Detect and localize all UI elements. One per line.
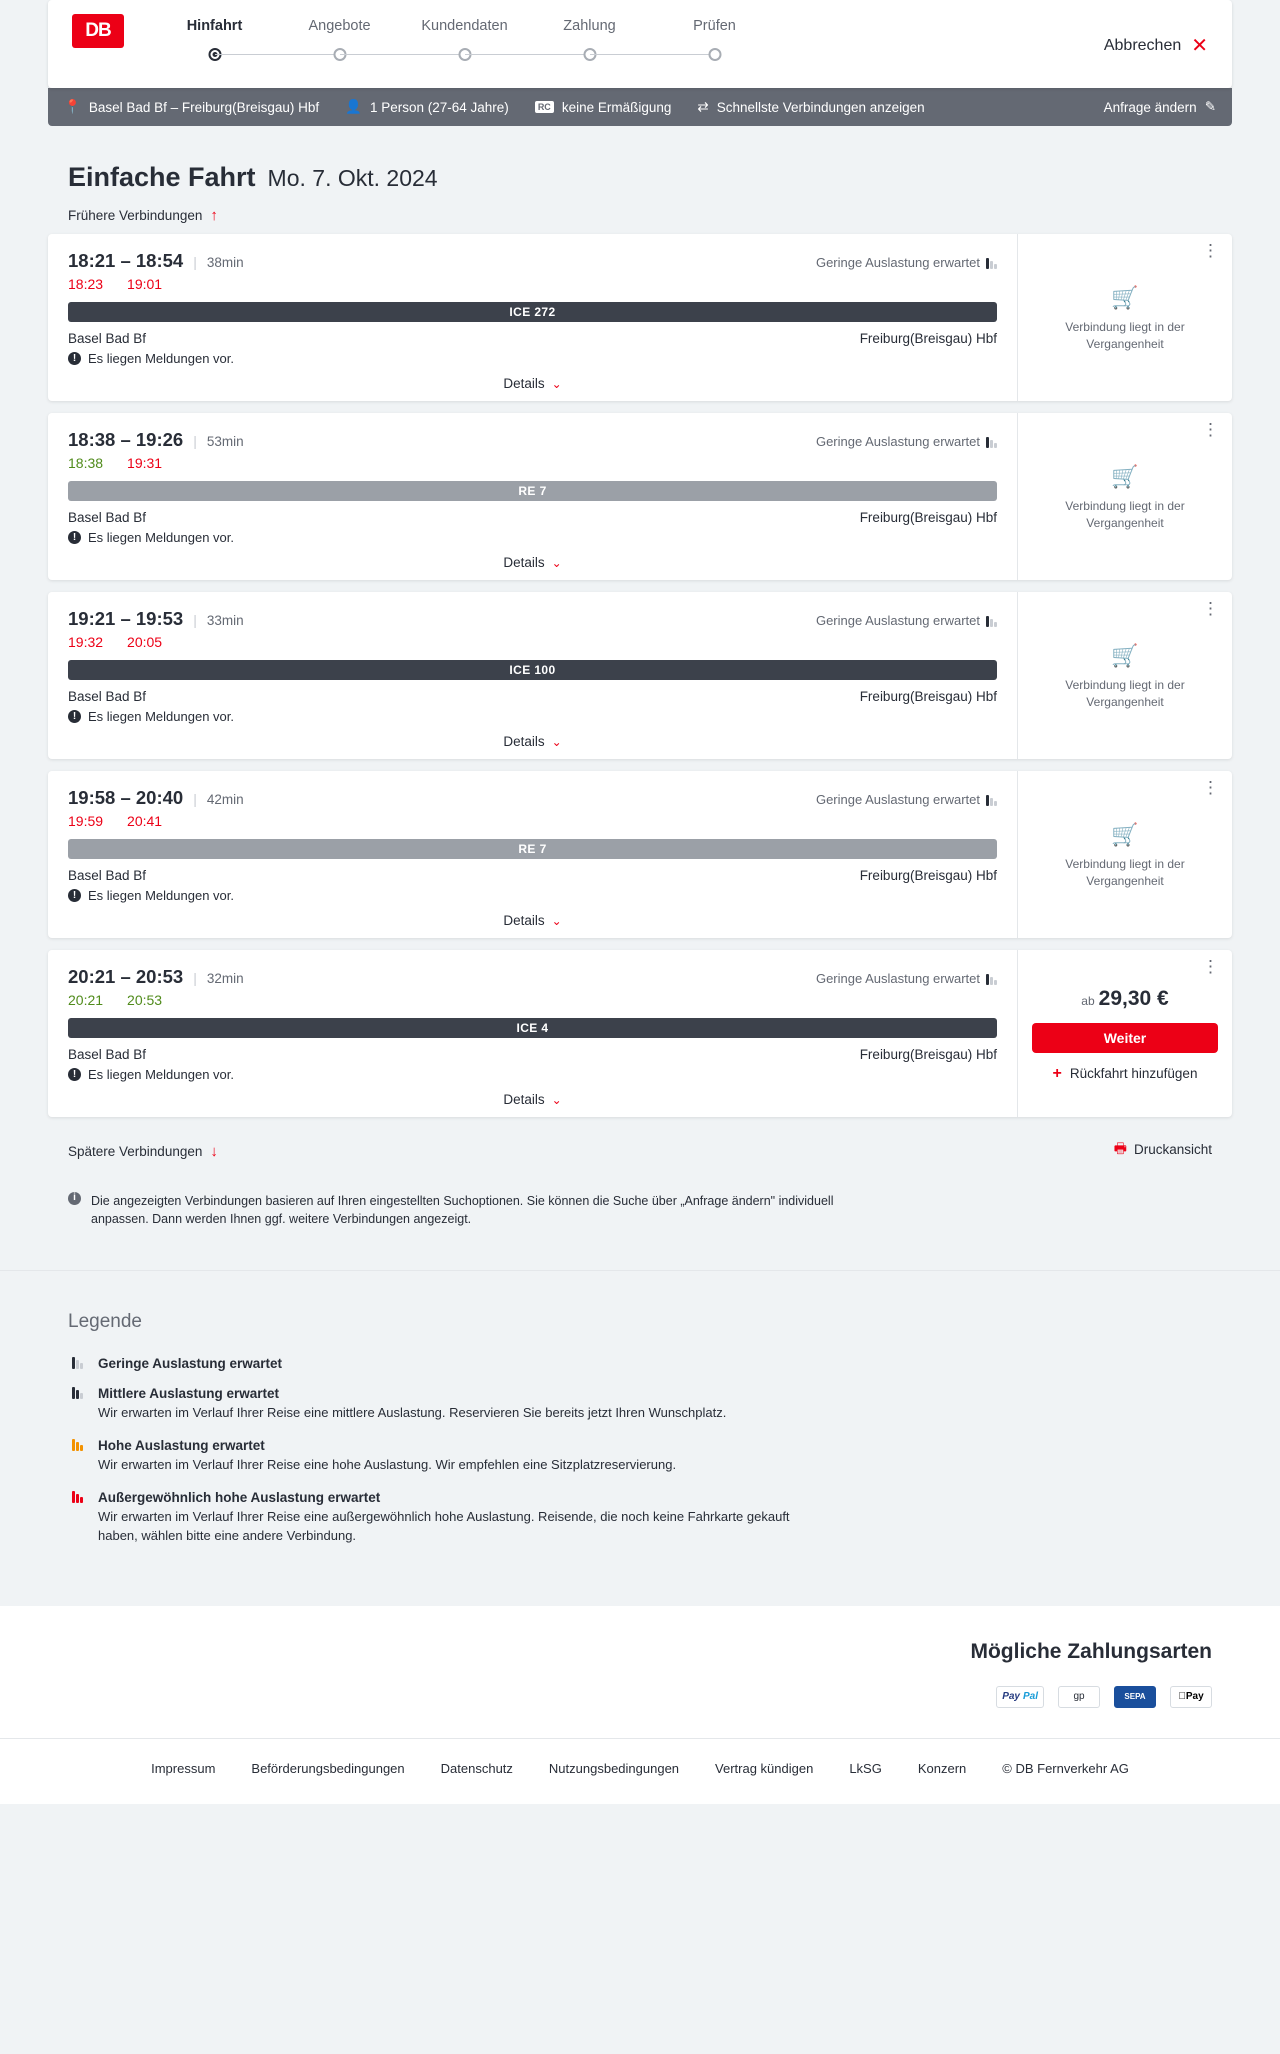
search-summary-bar: [48, 88, 1232, 126]
info-icon: i: [68, 1192, 81, 1205]
occupancy-indicator: [816, 434, 997, 449]
plus-icon: +: [1052, 1064, 1062, 1082]
occupancy-low-icon: [986, 615, 997, 627]
past-connection-note: Verbindung liegt in der Vergangenheit: [1065, 320, 1185, 351]
payment-methods-section: [0, 1606, 1280, 1738]
giropay-icon: gp: [1058, 1686, 1100, 1708]
summary-sorting-label: Schnellste Verbindungen anzeigen: [716, 99, 925, 115]
price-prefix: ab: [1081, 993, 1095, 1008]
divider: |: [193, 970, 197, 986]
occupancy-indicator: [816, 971, 997, 986]
occupancy-indicator: [816, 613, 997, 628]
arrival-actual-time: 20:05: [127, 634, 163, 650]
paypal-icon: Pay Pal: [996, 1686, 1044, 1708]
divider: |: [193, 433, 197, 449]
legend-item-text: Wir erwarten im Verlauf Ihrer Reise eine außergewöhnlich hohe Auslastung. Reisende, die noch keine Fahrkarte gekauft haben, wählen bitte eine andere Verbindung.: [98, 1508, 790, 1543]
footer-links: [0, 1761, 1280, 1776]
connection-times: 19:21 – 19:53: [68, 608, 184, 629]
chevron-down-icon: ⌄: [551, 376, 562, 391]
details-label: Details: [503, 913, 545, 928]
connection-card[interactable]: [48, 950, 1232, 1117]
arrow-up-icon: ↑: [210, 207, 218, 224]
past-connection-note: Verbindung liegt in der Vergangenheit: [1065, 857, 1185, 888]
connection-times: 18:21 – 18:54: [68, 250, 184, 271]
print-label: Druckansicht: [1133, 1142, 1212, 1157]
connection-message[interactable]: [68, 888, 997, 903]
apple-pay-icon: Pay: [1170, 1686, 1212, 1708]
arrival-actual-time: 20:53: [127, 992, 163, 1008]
connection-message[interactable]: [68, 709, 997, 724]
step-label: Angebote: [308, 18, 371, 34]
departure-actual-time: 18:23: [68, 276, 104, 292]
summary-sorting[interactable]: [697, 99, 924, 115]
price-value: 29,30 €: [1098, 986, 1169, 1010]
payment-icons: [68, 1686, 1212, 1708]
hint-text: Die angezeigten Verbindungen basieren auf Ihren eingestellten Suchoptionen. Sie können die Suche über „Anfrage ändern" individuell anpassen. Dann werden Ihnen ggf. weitere Verbindungen angezeigt.: [91, 1194, 834, 1227]
arrival-actual-time: 20:41: [127, 813, 163, 829]
occupancy-label: Geringe Auslastung erwartet: [815, 613, 980, 628]
details-label: Details: [503, 734, 545, 749]
destination-station: Freiburg(Breisgau) Hbf: [859, 689, 997, 704]
step-label: Prüfen: [693, 18, 736, 34]
change-request-button[interactable]: [1104, 99, 1216, 115]
results-footer-bar: [48, 1129, 1232, 1170]
destination-station: Freiburg(Breisgau) Hbf: [859, 331, 997, 346]
summary-passengers[interactable]: [345, 99, 509, 115]
results-content: [0, 162, 1280, 1228]
print-view-button[interactable]: [1114, 1138, 1212, 1162]
occupancy-indicator: [816, 255, 997, 270]
more-options-icon[interactable]: ⋮: [1202, 241, 1220, 260]
departure-actual-time: 20:21: [68, 992, 104, 1008]
departure-actual-time: 19:59: [68, 813, 104, 829]
details-label: Details: [503, 555, 545, 570]
origin-station: Basel Bad Bf: [68, 331, 147, 346]
footer-link-konzern[interactable]: Konzern: [917, 1760, 967, 1776]
page-title-date: Mo. 7. Okt. 2024: [267, 165, 438, 191]
arrow-down-icon: ↓: [210, 1143, 218, 1160]
divider: |: [193, 254, 197, 270]
person-icon: 👤: [345, 99, 362, 114]
occupancy-label: Geringe Auslastung erwartet: [815, 792, 980, 807]
more-options-icon[interactable]: ⋮: [1202, 778, 1220, 797]
connection-message[interactable]: [68, 1067, 997, 1082]
occupancy-low-icon: [986, 257, 997, 269]
payment-title: Mögliche Zahlungsarten: [970, 1639, 1212, 1663]
connection-card[interactable]: [48, 413, 1232, 580]
page-title: [68, 162, 1232, 193]
details-toggle[interactable]: [68, 913, 997, 928]
connection-times: 20:21 – 20:53: [68, 966, 184, 987]
connection-duration: 38min: [206, 255, 244, 270]
cancel-button[interactable]: [1104, 36, 1208, 56]
connection-message-label: Es liegen Meldungen vor.: [88, 351, 234, 366]
destination-station: Freiburg(Breisgau) Hbf: [859, 510, 997, 525]
step-kundendaten[interactable]: [402, 18, 527, 68]
info-icon: !: [68, 710, 81, 723]
info-icon: !: [68, 352, 81, 365]
later-connections-button[interactable]: [68, 1143, 218, 1160]
info-icon: !: [68, 1068, 81, 1081]
connection-duration: 42min: [206, 792, 244, 807]
connection-duration: 33min: [206, 613, 244, 628]
connection-message-label: Es liegen Meldungen vor.: [88, 530, 234, 545]
more-options-icon[interactable]: ⋮: [1202, 420, 1220, 439]
details-label: Details: [503, 376, 545, 391]
connection-action-panel: [1017, 413, 1232, 580]
footer-copyright: © DB Fernverkehr AG: [1002, 1760, 1129, 1776]
connection-details: [48, 413, 1017, 580]
divider: |: [193, 791, 197, 807]
connection-details: [48, 592, 1017, 759]
occupancy-label: Geringe Auslastung erwartet: [815, 255, 980, 270]
continue-button[interactable]: Weiter: [1032, 1023, 1218, 1053]
footer-link-befoerderungsbedingungen[interactable]: Beförderungsbedingungen: [251, 1760, 405, 1776]
earlier-label: Frühere Verbindungen: [68, 208, 203, 223]
occupancy-high-icon: [68, 1437, 86, 1451]
location-pin-icon: 📍: [64, 99, 81, 114]
step-hinfahrt[interactable]: [152, 18, 277, 68]
chevron-down-icon: ⌄: [551, 734, 562, 749]
details-toggle[interactable]: [68, 1092, 997, 1107]
earlier-connections-button[interactable]: [68, 207, 218, 224]
summary-discount[interactable]: [535, 100, 672, 115]
occupancy-very-high-icon: [68, 1489, 86, 1503]
divider: |: [193, 612, 197, 628]
occupancy-low-icon: [986, 973, 997, 985]
connection-action-panel: [1017, 234, 1232, 401]
summary-discount-label: keine Ermäßigung: [561, 99, 672, 115]
details-toggle[interactable]: [68, 734, 997, 749]
legend-item-title: Hohe Auslastung erwartet: [98, 1438, 265, 1454]
occupancy-indicator: [816, 792, 997, 807]
origin-station: Basel Bad Bf: [68, 510, 147, 525]
past-connection-note: Verbindung liegt in der Vergangenheit: [1065, 678, 1185, 709]
details-label: Details: [503, 1092, 545, 1107]
footer-link-nutzungsbedingungen[interactable]: Nutzungsbedingungen: [548, 1760, 680, 1776]
occupancy-medium-icon: [68, 1385, 86, 1399]
connection-message[interactable]: [68, 530, 997, 545]
cart-icon: 🛒: [1111, 822, 1139, 848]
train-badge: ICE 4: [68, 1018, 997, 1038]
connection-action-panel: [1017, 771, 1232, 938]
destination-station: Freiburg(Breisgau) Hbf: [859, 1047, 997, 1062]
legend-section: [0, 1270, 1280, 1605]
cart-icon: 🛒: [1111, 285, 1139, 311]
search-options-hint: [68, 1192, 848, 1228]
cart-icon: 🛒: [1111, 643, 1139, 669]
occupancy-low-icon: [986, 436, 997, 448]
connection-card[interactable]: [48, 592, 1232, 759]
legend-title: Legende: [68, 1311, 142, 1333]
origin-station: Basel Bad Bf: [68, 1047, 147, 1062]
occupancy-label: Geringe Auslastung erwartet: [815, 971, 980, 986]
step-label: Kundendaten: [421, 18, 508, 34]
close-icon: ✕: [1191, 35, 1208, 57]
chevron-down-icon: ⌄: [551, 913, 562, 928]
train-badge: RE 7: [68, 481, 997, 501]
arrival-actual-time: 19:31: [127, 455, 163, 471]
arrival-actual-time: 19:01: [127, 276, 163, 292]
occupancy-low-icon: [986, 794, 997, 806]
details-toggle[interactable]: [68, 555, 997, 570]
pencil-icon: ✎: [1204, 99, 1216, 114]
footer-link-vertrag-kuendigen[interactable]: Vertrag kündigen: [715, 1760, 814, 1776]
step-zahlung[interactable]: [527, 18, 652, 68]
train-badge: RE 7: [68, 839, 997, 859]
printer-icon: 🖶: [1113, 1139, 1127, 1156]
price-display: [1081, 987, 1168, 1011]
summary-route-label: Basel Bad Bf – Freiburg(Breisgau) Hbf: [88, 99, 320, 115]
legend-item-title: Geringe Auslastung erwartet: [98, 1356, 283, 1372]
chevron-down-icon: ⌄: [551, 1092, 562, 1107]
step-label: Hinfahrt: [186, 18, 243, 34]
info-icon: !: [68, 531, 81, 544]
details-toggle[interactable]: [68, 376, 997, 391]
cart-icon: 🛒: [1111, 464, 1139, 490]
occupancy-label: Geringe Auslastung erwartet: [815, 434, 980, 449]
legend-item-low: [68, 1355, 1212, 1371]
summary-passengers-label: 1 Person (27-64 Jahre): [369, 99, 509, 115]
train-badge: ICE 272: [68, 302, 997, 322]
legend-item-text: Wir erwarten im Verlauf Ihrer Reise eine hohe Auslastung. Wir empfehlen eine Sitzplatzreservierung.: [98, 1457, 677, 1473]
legend-item-title: Außergewöhnlich hohe Auslastung erwartet: [98, 1489, 381, 1505]
more-options-icon[interactable]: ⋮: [1202, 957, 1220, 976]
stepper-steps: [152, 18, 777, 68]
railcard-icon: RC: [535, 101, 554, 114]
step-label: Zahlung: [563, 18, 616, 34]
connection-details: [48, 771, 1017, 938]
summary-route[interactable]: [64, 99, 319, 115]
connection-details: [48, 234, 1017, 401]
origin-station: Basel Bad Bf: [68, 689, 147, 704]
connection-message-label: Es liegen Meldungen vor.: [88, 888, 234, 903]
occupancy-low-icon: [68, 1355, 86, 1369]
connection-duration: 53min: [206, 434, 244, 449]
connection-message[interactable]: [68, 351, 997, 366]
legend-item-text: Wir erwarten im Verlauf Ihrer Reise eine mittlere Auslastung. Reservieren Sie bereits jetzt Ihren Wunschplatz.: [98, 1405, 727, 1421]
train-badge: ICE 100: [68, 660, 997, 680]
change-request-label: Anfrage ändern: [1103, 99, 1197, 115]
destination-station: Freiburg(Breisgau) Hbf: [859, 868, 997, 883]
page-title-text: Einfache Fahrt: [68, 162, 256, 192]
footer-link-lksg[interactable]: LkSG: [849, 1760, 882, 1776]
connection-duration: 32min: [206, 971, 244, 986]
connection-times: 18:38 – 19:26: [68, 429, 184, 450]
step-pruefen[interactable]: [652, 18, 777, 68]
connection-message-label: Es liegen Meldungen vor.: [88, 709, 234, 724]
legend-item-very-high: [68, 1489, 1212, 1546]
step-angebote[interactable]: [277, 18, 402, 68]
connection-action-panel: [1017, 592, 1232, 759]
departure-actual-time: 19:32: [68, 634, 104, 650]
later-label: Spätere Verbindungen: [68, 1144, 203, 1159]
connection-action-panel: [1017, 950, 1232, 1117]
connection-card[interactable]: [48, 234, 1232, 401]
more-options-icon[interactable]: ⋮: [1202, 599, 1220, 618]
legend-item-high: [68, 1437, 1212, 1475]
connection-times: 19:58 – 20:40: [68, 787, 184, 808]
sepa-icon: SEPA: [1114, 1686, 1156, 1708]
legend-item-medium: [68, 1385, 1212, 1423]
departure-actual-time: 18:38: [68, 455, 104, 471]
chevron-down-icon: ⌄: [551, 555, 562, 570]
booking-stepper: [48, 0, 1232, 88]
db-logo-icon: DB: [72, 14, 124, 48]
connection-details: [48, 950, 1017, 1117]
footer-link-datenschutz[interactable]: Datenschutz: [440, 1760, 513, 1776]
past-connection-note: Verbindung liegt in der Vergangenheit: [1065, 499, 1185, 530]
connection-card[interactable]: [48, 771, 1232, 938]
sort-icon: ⇄: [697, 99, 709, 114]
cancel-label: Abbrechen: [1103, 37, 1182, 54]
add-return-trip-button[interactable]: [1053, 1065, 1198, 1083]
footer-link-impressum[interactable]: Impressum: [151, 1760, 216, 1776]
step-dot-icon: [708, 48, 721, 61]
info-icon: !: [68, 889, 81, 902]
legend-item-title: Mittlere Auslastung erwartet: [98, 1386, 280, 1402]
page-footer: [0, 1738, 1280, 1804]
connection-message-label: Es liegen Meldungen vor.: [88, 1067, 234, 1082]
add-return-label: Rückfahrt hinzufügen: [1069, 1066, 1198, 1081]
origin-station: Basel Bad Bf: [68, 868, 147, 883]
